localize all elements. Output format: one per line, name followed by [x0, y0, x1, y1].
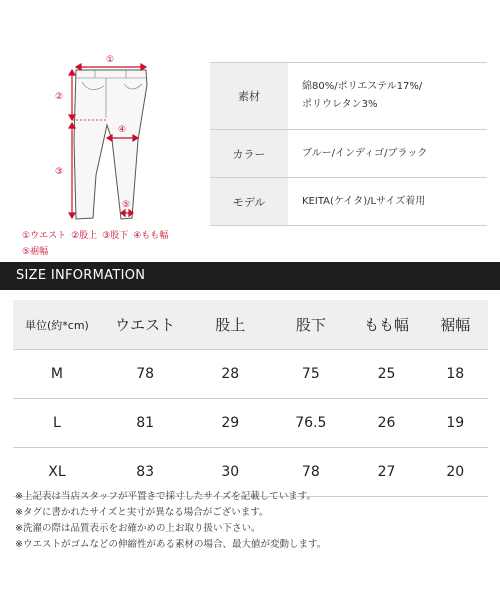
column-header-hem: 裾幅: [423, 300, 488, 350]
column-header-inseam: 股下: [271, 300, 350, 350]
material-key: 素材: [210, 63, 288, 129]
column-header-rise: 股上: [189, 300, 271, 350]
size-label: M: [13, 350, 101, 399]
model-row: [210, 178, 487, 226]
color-row: [210, 130, 487, 178]
size-table-header-row: [13, 300, 488, 350]
product-detail-table: [210, 62, 487, 226]
model-value: KEITA(ケイタ)/Lサイズ着用: [302, 195, 426, 207]
table-cell: 78: [101, 350, 190, 399]
size-notes: [15, 489, 326, 553]
material-value: [288, 63, 487, 129]
column-header-thigh: もも幅: [350, 300, 422, 350]
note-line: ※上記表は当店スタッフが平置きで採寸したサイズを記載しています。: [15, 491, 316, 502]
column-header-unit: 単位(約*cm): [13, 300, 101, 350]
material-value-line: 綿80%/ポリエステル17%/: [302, 81, 423, 92]
legend-item-thigh: ④もも幅: [133, 231, 169, 241]
table-cell: 20: [423, 448, 488, 497]
dimension-label-inseam: ③: [55, 167, 64, 177]
material-value-line: ポリウレタン3%: [302, 99, 378, 110]
table-cell: 81: [101, 399, 190, 448]
legend-item-rise: ②股上: [71, 231, 98, 241]
table-cell: 30: [189, 448, 271, 497]
model-key: モデル: [210, 178, 288, 225]
table-cell: 78: [271, 448, 350, 497]
diagram-legend-line-2: [22, 244, 53, 257]
size-information-title: SIZE INFORMATION: [16, 268, 146, 283]
note-line: ※ウエストがゴムなどの伸縮性がある素材の場合、最大値が変動します。: [15, 539, 327, 550]
size-label: XL: [13, 448, 101, 497]
dimension-label-thigh: ④: [118, 125, 127, 135]
table-cell: 25: [350, 350, 422, 399]
dimension-label-hem: ⑤: [122, 200, 131, 210]
material-row: [210, 62, 487, 130]
table-cell: 19: [423, 399, 488, 448]
color-key: カラー: [210, 130, 288, 177]
table-row: [13, 399, 488, 448]
table-cell: 29: [189, 399, 271, 448]
dimension-label-rise: ②: [55, 92, 64, 102]
table-row: [13, 350, 488, 399]
table-cell: 26: [350, 399, 422, 448]
table-cell: 28: [189, 350, 271, 399]
legend-item-waist: ①ウエスト: [22, 231, 67, 241]
legend-item-hem: ⑤裾幅: [22, 247, 49, 257]
table-cell: 27: [350, 448, 422, 497]
dimension-label-waist: ①: [106, 55, 115, 65]
size-information-header: [0, 262, 500, 290]
size-table: [13, 300, 488, 497]
legend-item-inseam: ③股下: [102, 231, 129, 241]
pants-illustration: [0, 0, 210, 262]
table-cell: 75: [271, 350, 350, 399]
color-value: ブルー/インディゴ/ブラック: [302, 147, 428, 159]
column-header-waist: ウエスト: [101, 300, 190, 350]
table-cell: 83: [101, 448, 190, 497]
pants-size-diagram: [0, 0, 210, 262]
size-label: L: [13, 399, 101, 448]
table-cell: 76.5: [271, 399, 350, 448]
table-cell: 18: [423, 350, 488, 399]
note-line: ※洗濯の際は品質表示をお確かめの上お取り扱い下さい。: [15, 523, 261, 534]
note-line: ※タグに書かれたサイズと実寸が異なる場合がございます。: [15, 507, 269, 518]
diagram-legend-line-1: [22, 228, 173, 241]
